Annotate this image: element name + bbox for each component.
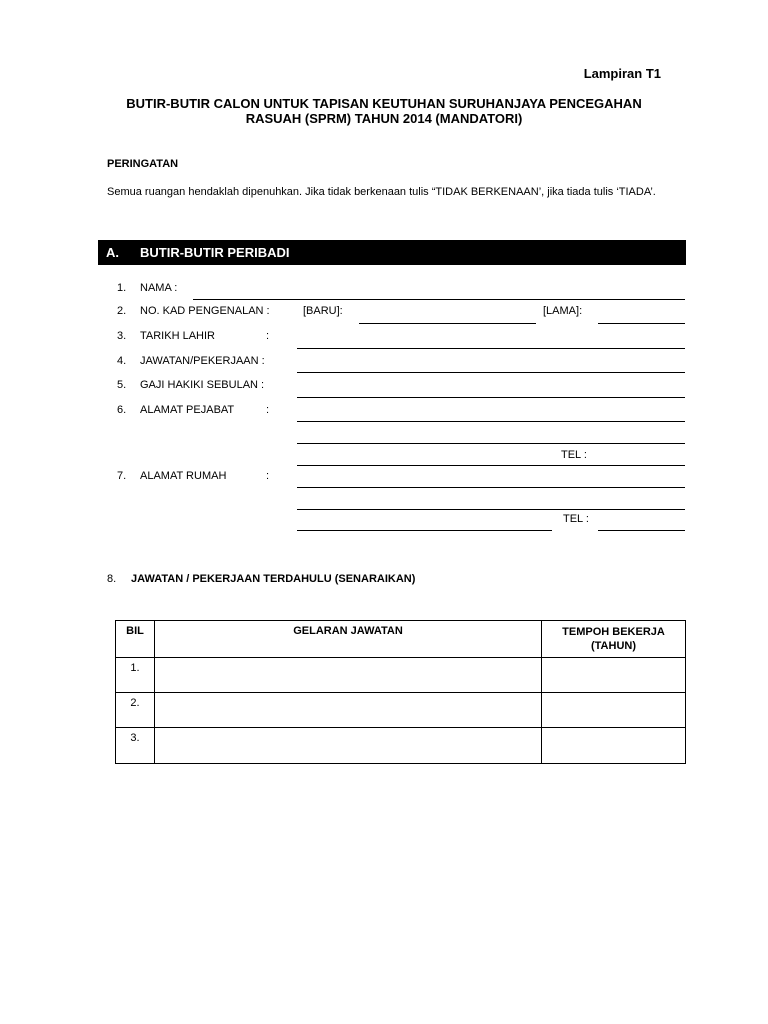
ic-old-input-line[interactable] (598, 323, 685, 324)
job-title-cell[interactable] (155, 693, 542, 728)
row-number: 2. (116, 693, 155, 728)
form-title-line1: BUTIR-BUTIR CALON UNTUK TAPISAN KEUTUHAN SURUHANJAYA PENCEGAHAN (126, 96, 642, 111)
office-tel-input-line[interactable] (297, 465, 685, 466)
duration-cell[interactable] (542, 693, 686, 728)
home-address-label: ALAMAT RUMAH (140, 470, 227, 482)
salary-label: GAJI HAKIKI SEBULAN : (140, 379, 265, 391)
ic-label: NO. KAD PENGENALAN : (140, 305, 270, 317)
duration-header-line2: (TAHUN) (590, 640, 636, 652)
position-label: JAWATAN/PEKERJAAN : (140, 355, 265, 367)
field-number: 2. (117, 305, 127, 317)
bil-header: BIL (116, 621, 155, 658)
dob-input-line[interactable] (297, 348, 685, 349)
field-number: 5. (117, 379, 127, 391)
table-row (116, 658, 686, 693)
home-tel-label: TEL : (563, 513, 589, 525)
section-a-title: BUTIR-BUTIR PERIBADI (140, 245, 290, 260)
section-a-header (98, 240, 686, 265)
nama-label: NAMA : (140, 282, 178, 294)
office-tel-label: TEL : (561, 449, 587, 461)
duration-header (542, 621, 686, 658)
ic-new-label: [BARU]: (303, 305, 343, 317)
table-header-row (116, 621, 686, 658)
ic-new-input-line[interactable] (359, 323, 536, 324)
office-address-label: ALAMAT PEJABAT (140, 404, 235, 416)
home-address-line-1[interactable] (297, 487, 685, 488)
nama-input-line[interactable] (193, 299, 685, 300)
salary-input-line[interactable] (297, 397, 685, 398)
row-number: 3. (116, 728, 155, 764)
warning-text: Semua ruangan hendaklah dipenuhkan. Jika tidak berkenaan tulis “TIDAK BERKENAAN’, jika tiada tulis ‘TIADA’. (107, 186, 656, 198)
duration-cell[interactable] (542, 658, 686, 693)
home-tel-input-line[interactable] (598, 530, 685, 531)
table-row (116, 728, 686, 764)
job-title-cell[interactable] (155, 658, 542, 693)
job-title-cell[interactable] (155, 728, 542, 764)
field-number: 4. (117, 355, 127, 367)
office-address-line-2[interactable] (297, 443, 685, 444)
section-8-number: 8. (107, 573, 117, 585)
home-address-colon: : (266, 470, 270, 482)
field-number: 7. (117, 470, 127, 482)
table-row (116, 693, 686, 728)
annex-label: Lampiran T1 (583, 66, 661, 81)
previous-jobs-table (115, 620, 686, 764)
office-address-line-1[interactable] (297, 421, 685, 422)
office-address-colon: : (266, 404, 270, 416)
duration-cell[interactable] (542, 728, 686, 764)
ic-old-label: [LAMA]: (543, 305, 583, 317)
section-8-title: JAWATAN / PEKERJAAN TERDAHULU (SENARAIKAN) (131, 573, 416, 585)
form-title-line2: RASUAH (SPRM) TAHUN 2014 (MANDATORI) (245, 111, 523, 126)
field-number: 1. (117, 282, 127, 294)
duration-header-line1: TEMPOH BEKERJA (562, 626, 665, 638)
home-address-line-2[interactable] (297, 509, 685, 510)
row-number: 1. (116, 658, 155, 693)
field-number: 6. (117, 404, 127, 416)
dob-colon: : (266, 330, 270, 342)
position-input-line[interactable] (297, 372, 685, 373)
warning-heading: PERINGATAN (107, 158, 179, 170)
field-number: 3. (117, 330, 127, 342)
section-a-letter: A. (106, 245, 119, 260)
job-title-header: GELARAN JAWATAN (155, 621, 542, 658)
dob-label: TARIKH LAHIR (140, 330, 215, 342)
home-address-line-3[interactable] (297, 530, 552, 531)
